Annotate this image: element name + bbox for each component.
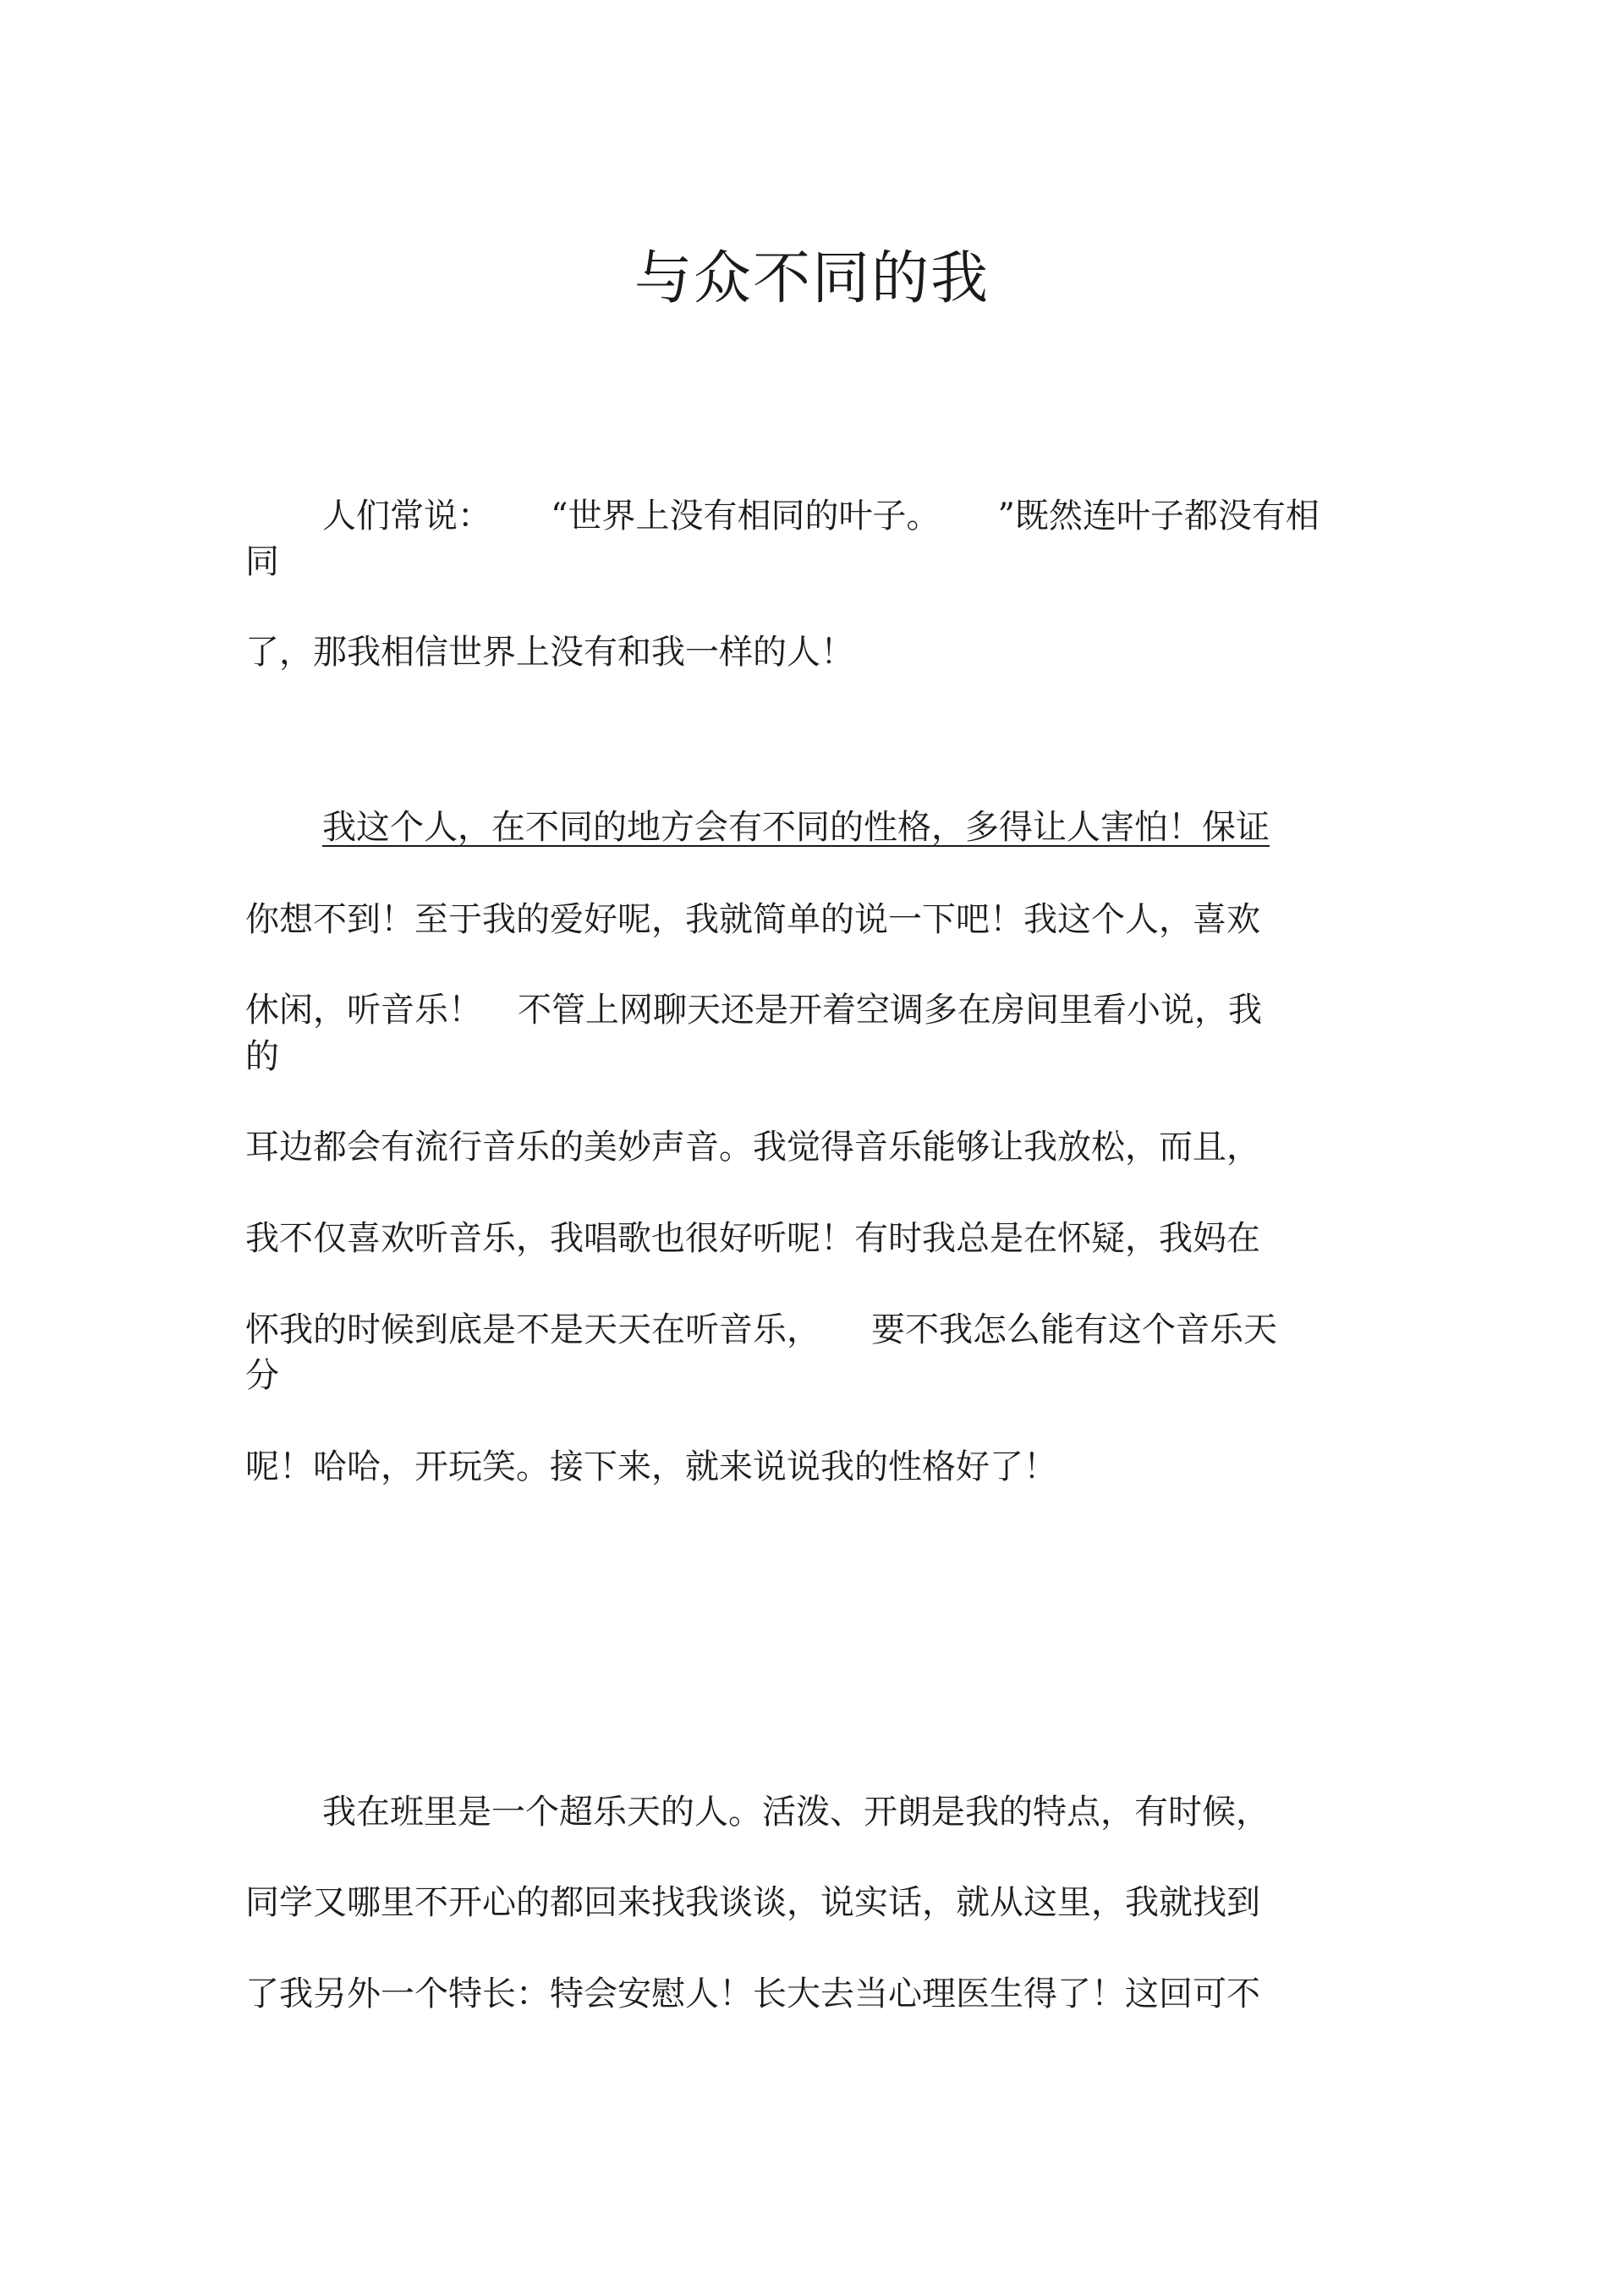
paragraph-2-line-7: 呢！哈哈，开玩笑。接下来，就来说说我的性格好了！: [245, 1447, 1057, 1486]
paragraph-2-line-6-wrap: 分: [245, 1356, 279, 1395]
paragraph-3-line-2: 同学又哪里不开心的都回来找我谈谈，说实话，就从这里，我就找到: [245, 1883, 1260, 1922]
paragraph-2-line-3: [245, 990, 1262, 1030]
essay-title: 与众不同的我: [634, 245, 990, 312]
paragraph-1-line-2: 了，那我相信世界上没有和我一样的人！: [245, 633, 854, 672]
paragraph-3-line-1: 我在班里是一个超乐天的人。活泼、开朗是我的特点，有时候，: [322, 1793, 1270, 1832]
paragraph-2-line-1: [322, 807, 1270, 848]
text-run: 怀我的时候到底是不是天天在听音乐，: [245, 1310, 820, 1349]
paragraph-2-line-4: 耳边都会有流行音乐的美妙声音。我觉得音乐能够让我放松，而且，: [245, 1128, 1260, 1167]
text-run: 休闲，听音乐！: [245, 991, 482, 1030]
paragraph-2-line-5: 我不仅喜欢听音乐，我唱歌也很好听呢！有时我总是在怀疑，我妈在: [245, 1219, 1260, 1258]
paragraph-1-line-1: [322, 496, 1320, 536]
text-run: 人们常说：: [322, 497, 491, 536]
text-run: “世界上没有相同的叶子。: [551, 497, 941, 536]
text-run: 要不我怎么能有这个音乐天: [871, 1310, 1277, 1349]
paragraph-1-line-1-wrap: 同: [245, 542, 279, 581]
underlined-sentence: 我这个人，在不同的地方会有不同的性格，多得让人害怕！保证: [322, 808, 1270, 847]
text-run: ”既然连叶子都没有相: [997, 497, 1320, 536]
paragraph-2-line-3-wrap: 的: [245, 1037, 279, 1076]
paragraph-2-line-2: 你想不到！至于我的爱好呢，我就简单的说一下吧！我这个人，喜欢: [245, 900, 1260, 939]
paragraph-2-line-6: [245, 1310, 1277, 1350]
text-run: 不管上网聊天还是开着空调多在房间里看小说，我: [518, 991, 1262, 1030]
paragraph-3-line-3: 了我另外一个特长：特会安慰人！长大去当心理医生得了！这回可不: [245, 1975, 1260, 2013]
